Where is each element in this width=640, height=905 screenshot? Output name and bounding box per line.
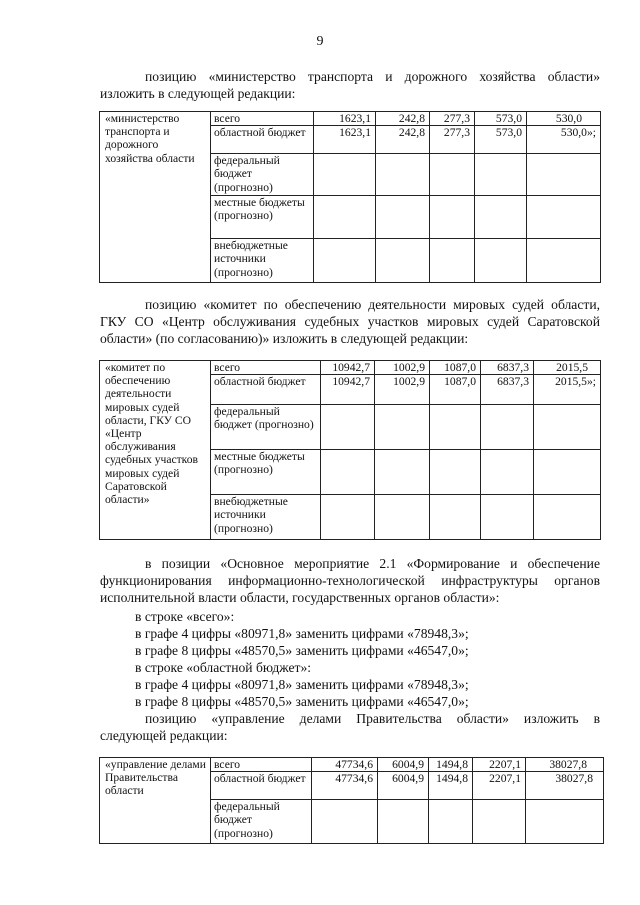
value-cell: 1002,9 xyxy=(375,375,430,405)
value-cell: 1002,9 xyxy=(375,361,430,375)
instruction-line: в строке «всего»: xyxy=(135,609,235,624)
table-row xyxy=(100,361,601,375)
paragraph-transport: позицию «министерство транспорта и дорожного хозяйства области» изложить в следующей редакции: xyxy=(100,69,600,101)
value-cell: 10942,7 xyxy=(321,375,375,405)
value-cell: 2207,1 xyxy=(473,772,526,800)
value-cell: 277,3 xyxy=(430,126,475,154)
paragraph-activity: в позиции «Основное мероприятие 2.1 «Формирование и обеспечение функционирования информационно-технологической инфраструктуры органов исполнительной власти области, государственных органов области»: xyxy=(100,556,600,605)
table-transport xyxy=(99,111,601,283)
table-row xyxy=(100,758,604,772)
row-label: всего xyxy=(211,112,314,126)
row-label: федеральный бюджет (прогнозно) xyxy=(211,800,312,844)
value-cell: 38027,8 xyxy=(526,772,604,800)
row-label: всего xyxy=(211,361,321,375)
row-label: местные бюджеты (прогнозно) xyxy=(211,450,321,495)
paragraph-administration: позицию «управление делами Правительства области» изложить в следующей редакции: xyxy=(100,711,600,743)
value-cell: 1623,1 xyxy=(314,126,376,154)
value-cell: 1087,0 xyxy=(430,375,481,405)
value-cell: 6837,3 xyxy=(481,375,534,405)
table-row xyxy=(100,112,601,126)
paragraph-judges: позицию «комитет по обеспечению деятельности мировых судей области, ГКУ СО «Центр обслуживания судебных участков мировых судей Саратовской области» (по согласованию)» изложить в следующей редакции: xyxy=(100,297,600,346)
instruction-line: в графе 8 цифры «48570,5» заменить цифрами «46547,0»; xyxy=(135,694,469,709)
row-label: внебюджетные источники (прогнозно) xyxy=(211,495,321,540)
row-label: всего xyxy=(211,758,312,772)
value-cell: 47734,6 xyxy=(312,758,378,772)
org-cell: «министерство транспорта и дорожного хозяйства области xyxy=(100,112,211,283)
page-number: 9 xyxy=(316,34,324,49)
instruction-line: в графе 8 цифры «48570,5» заменить цифрами «46547,0»; xyxy=(135,643,469,658)
value-cell: 10942,7 xyxy=(321,361,375,375)
row-label: федеральный бюджет (прогнозно) xyxy=(211,405,321,450)
value-cell: 573,0 xyxy=(475,126,527,154)
row-label: местные бюджеты (прогнозно) xyxy=(211,196,314,239)
table-administration xyxy=(99,757,604,844)
row-label: федеральный бюджет (прогнозно) xyxy=(211,154,314,196)
value-cell: 1623,1 xyxy=(314,112,376,126)
value-cell: 2015,5»; xyxy=(534,375,601,405)
value-cell: 277,3 xyxy=(430,112,475,126)
row-label: внебюджетные источники (прогнозно) xyxy=(211,239,314,283)
org-cell: «комитет по обеспечению деятельности мировых судей области, ГКУ СО «Центр обслуживания судебных участков мировых судей Саратовской области» xyxy=(100,361,211,540)
row-label: областной бюджет xyxy=(211,126,314,154)
row-label: областной бюджет xyxy=(211,772,312,800)
org-cell: «управление делами Правительства области xyxy=(100,758,211,844)
value-cell: 47734,6 xyxy=(312,772,378,800)
row-label: областной бюджет xyxy=(211,375,321,405)
value-cell: 2015,5 xyxy=(534,361,601,375)
value-cell: 530,0»; xyxy=(527,126,601,154)
value-cell: 1087,0 xyxy=(430,361,481,375)
instruction-line: в строке «областной бюджет»: xyxy=(135,660,312,675)
value-cell: 1494,8 xyxy=(429,758,473,772)
value-cell: 38027,8 xyxy=(526,758,604,772)
instruction-line: в графе 4 цифры «80971,8» заменить цифрами «78948,3»; xyxy=(135,677,469,692)
value-cell: 6837,3 xyxy=(481,361,534,375)
value-cell: 2207,1 xyxy=(473,758,526,772)
value-cell: 573,0 xyxy=(475,112,527,126)
value-cell: 1494,8 xyxy=(429,772,473,800)
table-judges xyxy=(99,360,601,540)
value-cell: 6004,9 xyxy=(378,758,429,772)
value-cell: 6004,9 xyxy=(378,772,429,800)
value-cell: 530,0 xyxy=(527,112,601,126)
value-cell: 242,8 xyxy=(376,126,430,154)
instruction-line: в графе 4 цифры «80971,8» заменить цифрами «78948,3»; xyxy=(135,626,469,641)
value-cell: 242,8 xyxy=(376,112,430,126)
